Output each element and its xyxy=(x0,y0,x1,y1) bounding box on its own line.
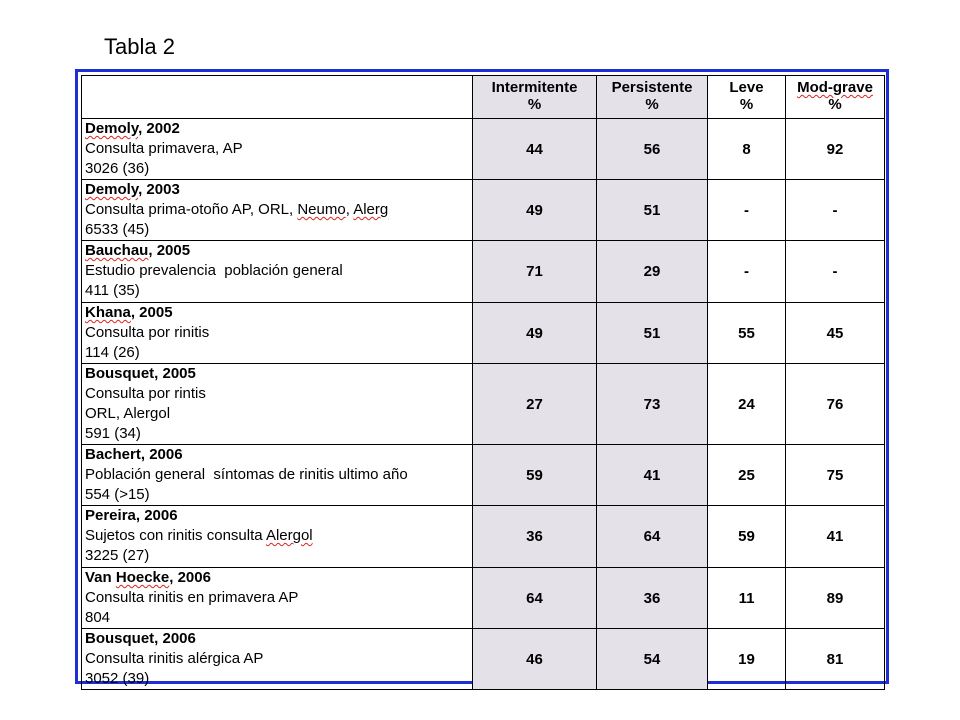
author-surname: Demoly xyxy=(85,120,139,137)
value-modgrave: 75 xyxy=(786,445,885,506)
author-surname: Demoly xyxy=(85,181,139,198)
value-persistente: 51 xyxy=(597,180,708,241)
page-title: Tabla 2 xyxy=(104,34,175,59)
study-cell xyxy=(82,241,473,303)
study-description: Consulta por rintis xyxy=(85,385,206,402)
value-modgrave: 81 xyxy=(786,629,885,690)
table-row xyxy=(82,119,885,180)
value-persistente: 51 xyxy=(597,303,708,364)
table-row xyxy=(82,506,885,568)
header-row xyxy=(82,76,885,119)
header-leve-unit: % xyxy=(739,96,754,113)
value-persistente: 41 xyxy=(597,445,708,506)
study-author: Pereira, 2006 xyxy=(85,507,178,524)
value-leve: 11 xyxy=(708,568,786,629)
value-intermitente: 59 xyxy=(473,445,597,506)
value-intermitente: 49 xyxy=(473,180,597,241)
table-row xyxy=(82,303,885,364)
study-description: Consulta primavera, AP xyxy=(85,140,243,157)
table-row xyxy=(82,568,885,629)
study-cell xyxy=(82,180,473,241)
author-surname: Khana xyxy=(85,304,131,321)
study-sample: 3052 (39) xyxy=(85,670,150,687)
table-row xyxy=(82,241,885,303)
header-persistente-unit: % xyxy=(645,96,659,113)
study-description: Consulta por rinitis xyxy=(85,324,210,341)
study-sample: 6533 (45) xyxy=(85,221,150,238)
value-persistente: 56 xyxy=(597,119,708,180)
header-modgrave-unit: % xyxy=(828,96,842,113)
study-description: Sujetos con rinitis consulta Alergol xyxy=(85,527,313,544)
study-cell xyxy=(82,629,473,690)
study-author: Khana, 2005 xyxy=(85,304,173,321)
study-sample: 554 (>15) xyxy=(85,486,150,503)
header-leve-label: Leve xyxy=(729,79,764,96)
study-description: Consulta rinitis en primavera AP xyxy=(85,589,299,606)
study-author: Bousquet, 2005 xyxy=(85,365,196,382)
study-cell xyxy=(82,303,473,364)
value-modgrave: 41 xyxy=(786,506,885,568)
value-persistente: 73 xyxy=(597,364,708,445)
data-table xyxy=(81,75,885,690)
header-persistente xyxy=(597,76,708,119)
value-leve: 24 xyxy=(708,364,786,445)
value-modgrave: 45 xyxy=(786,303,885,364)
study-description: Consulta rinitis alérgica AP xyxy=(85,650,264,667)
study-sample: 411 (35) xyxy=(85,282,140,299)
study-sample: 114 (26) xyxy=(85,344,140,361)
value-leve: 59 xyxy=(708,506,786,568)
header-intermitente xyxy=(473,76,597,119)
value-modgrave: 92 xyxy=(786,119,885,180)
header-persistente-label: Persistente xyxy=(611,79,693,96)
study-author: Demoly, 2002 xyxy=(85,120,180,137)
value-intermitente: 36 xyxy=(473,506,597,568)
study-cell xyxy=(82,364,473,445)
header-study xyxy=(82,76,473,119)
value-intermitente: 44 xyxy=(473,119,597,180)
study-author: Bousquet, 2006 xyxy=(85,630,196,647)
value-persistente: 36 xyxy=(597,568,708,629)
study-cell xyxy=(82,568,473,629)
table-row xyxy=(82,445,885,506)
value-leve: 19 xyxy=(708,629,786,690)
table-row xyxy=(82,180,885,241)
value-leve: 8 xyxy=(708,119,786,180)
value-persistente: 64 xyxy=(597,506,708,568)
study-cell xyxy=(82,119,473,180)
value-intermitente: 27 xyxy=(473,364,597,445)
study-cell xyxy=(82,445,473,506)
study-author: Bachert, 2006 xyxy=(85,446,183,463)
study-description-2: ORL, Alergol xyxy=(85,405,171,422)
header-modgrave xyxy=(786,76,885,119)
header-intermitente-label: Intermitente xyxy=(491,79,578,96)
study-sample: 804 xyxy=(85,609,111,626)
value-intermitente: 46 xyxy=(473,629,597,690)
table-frame xyxy=(75,69,889,687)
value-modgrave: 89 xyxy=(786,568,885,629)
table-row xyxy=(82,629,885,690)
header-intermitente-unit: % xyxy=(527,96,542,113)
study-author: Demoly, 2003 xyxy=(85,181,180,198)
study-description: Estudio prevalencia población general xyxy=(85,262,343,279)
value-modgrave: - xyxy=(786,241,885,303)
study-sample: 3026 (36) xyxy=(85,160,150,177)
author-surname: Hoecke xyxy=(115,569,170,586)
value-leve: 25 xyxy=(708,445,786,506)
study-description: Población general síntomas de rinitis ultimo año xyxy=(85,466,408,483)
value-leve: - xyxy=(708,241,786,303)
value-intermitente: 64 xyxy=(473,568,597,629)
study-cell xyxy=(82,506,473,568)
value-modgrave: 76 xyxy=(786,364,885,445)
table-row xyxy=(82,364,885,445)
study-author: Bauchau, 2005 xyxy=(85,242,191,259)
value-leve: 55 xyxy=(708,303,786,364)
value-intermitente: 71 xyxy=(473,241,597,303)
value-persistente: 29 xyxy=(597,241,708,303)
study-author: Van Hoecke, 2006 xyxy=(85,569,211,586)
value-persistente: 54 xyxy=(597,629,708,690)
author-surname: Bauchau xyxy=(85,242,149,259)
header-leve xyxy=(708,76,786,119)
value-intermitente: 49 xyxy=(473,303,597,364)
value-modgrave: - xyxy=(786,180,885,241)
header-modgrave-label: Mod-grave xyxy=(797,79,873,96)
study-description: Consulta prima-otoño AP, ORL, Neumo, Alerg xyxy=(85,201,389,218)
value-leve: - xyxy=(708,180,786,241)
study-sample: 591 (34) xyxy=(85,425,141,442)
study-sample: 3225 (27) xyxy=(85,547,150,564)
